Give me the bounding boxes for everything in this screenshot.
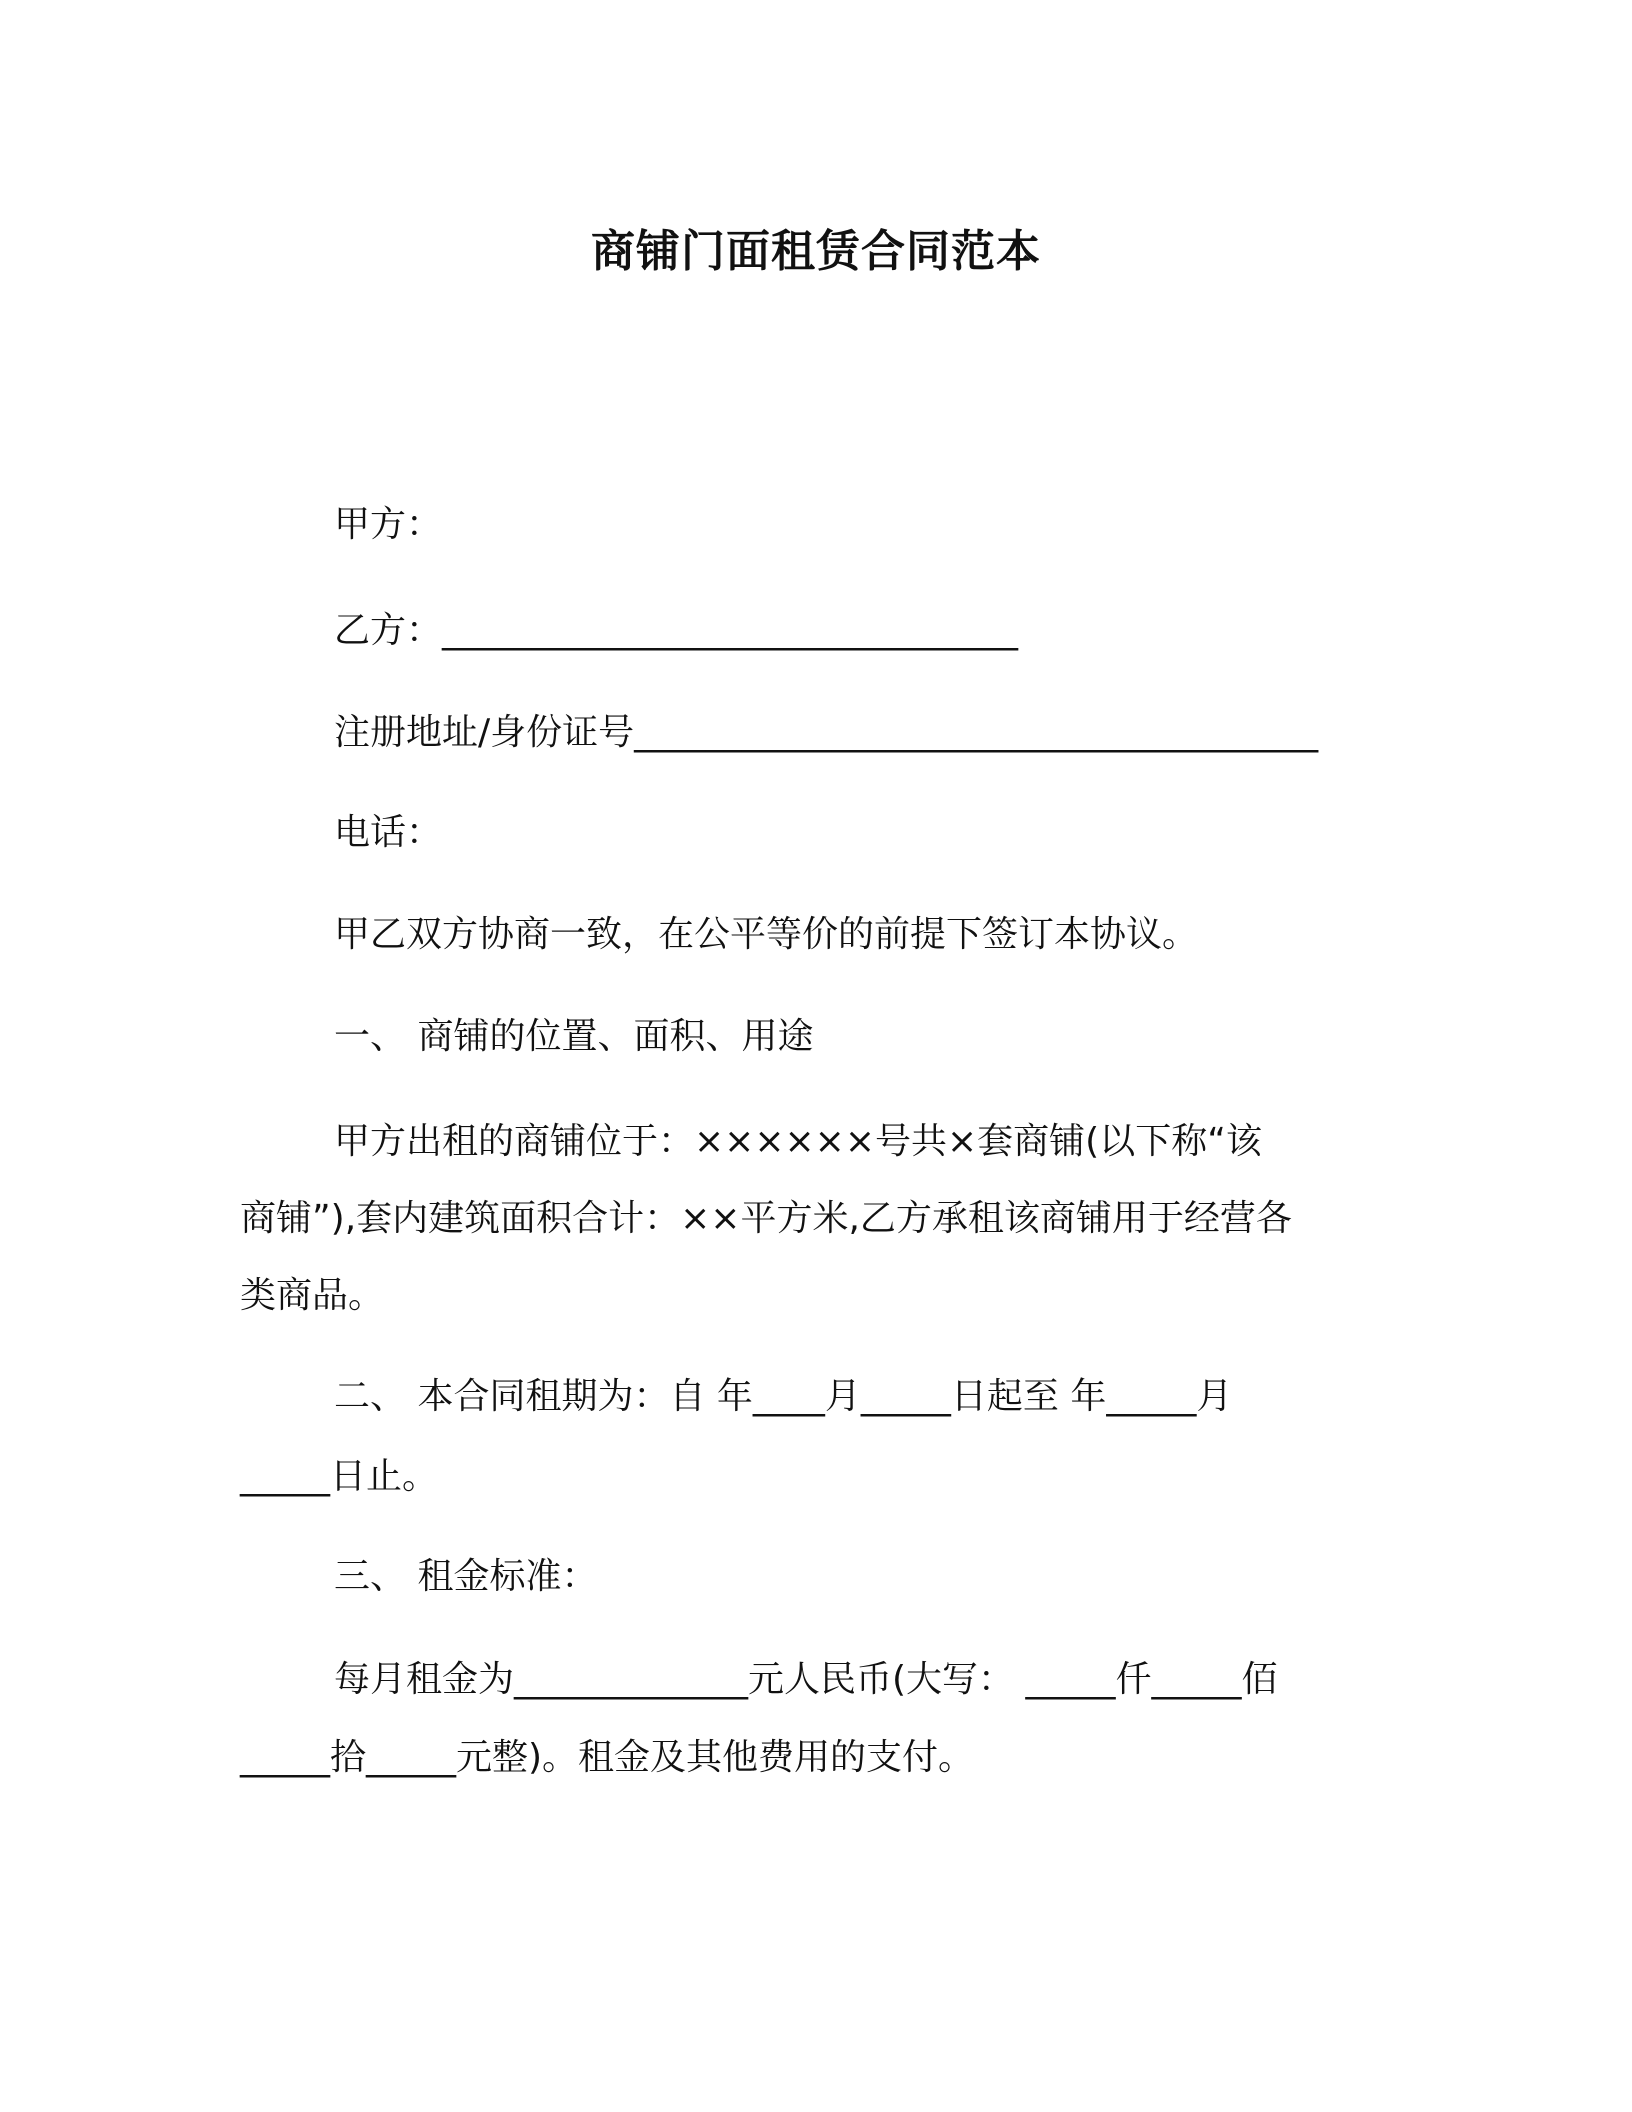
section3-heading: 三、 租金标准： [334,1556,598,1597]
section1-heading: 一、 商铺的位置、面积、用途 [334,1016,814,1057]
phone-line: 电话： [334,812,443,853]
document-title: 商铺门面租赁合同范本 [591,226,1041,277]
rent-paragraph-line2: _____拾_____元整)。租金及其他费用的支付。 [240,1737,975,1778]
party-a-line: 甲方： [334,504,443,545]
party-b-line: 乙方：________________________________ [334,610,1019,651]
rent-paragraph-line1: 每月租金为_____________元人民币(大写： _____仟_____佰 [334,1659,1278,1700]
section1-paragraph-line1: 甲方出租的商铺位于：××××××号共×套商铺(以下称“该 [334,1121,1262,1162]
section2-line2: _____日止。 [240,1456,439,1497]
section1-paragraph-line3: 类商品。 [240,1275,385,1316]
section1-paragraph-line2: 商铺”),套内建筑面积合计：××平方米,乙方承租该商铺用于经营各 [240,1198,1292,1239]
section2-line1: 二、 本合同租期为：自 年____月_____日起至 年_____月 [334,1376,1233,1417]
intro-paragraph: 甲乙双方协商一致，在公平等价的前提下签订本协议。 [334,914,1199,955]
address-line: 注册地址/身份证号______________________________________ [334,712,1319,753]
